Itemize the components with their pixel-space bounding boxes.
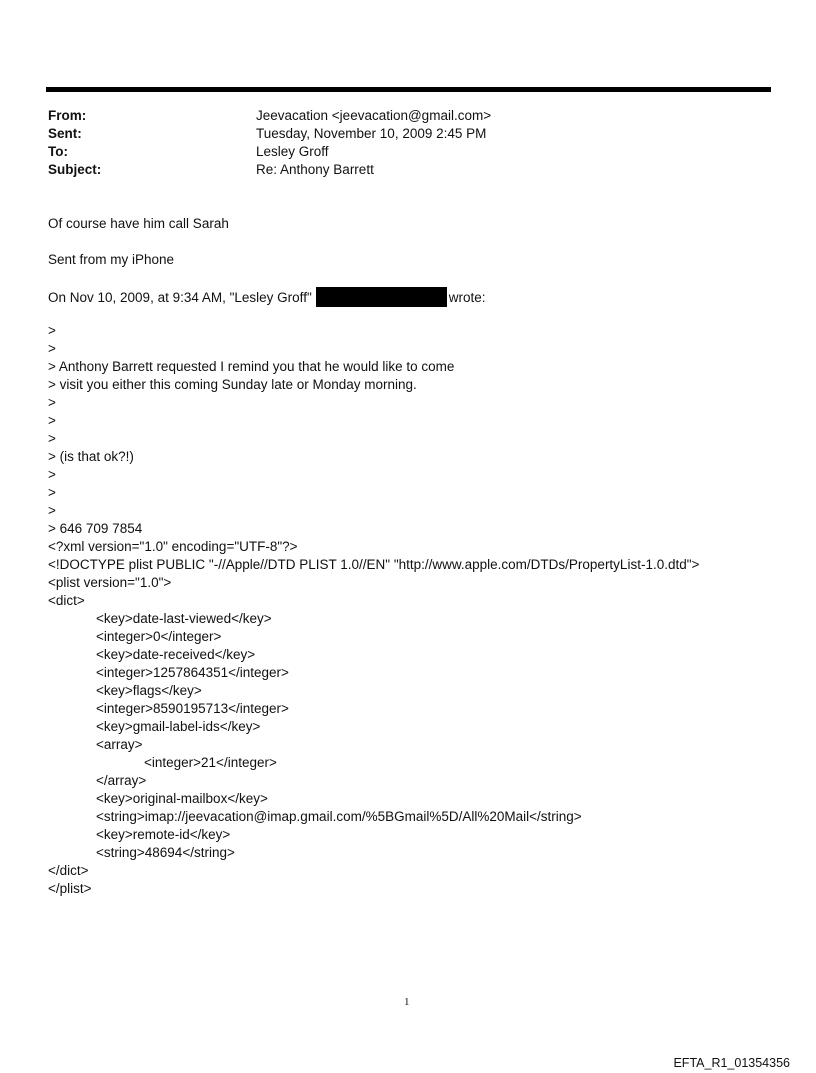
plist-line: <key>date-received</key> [96, 647, 256, 662]
quoted-line: > [48, 485, 56, 500]
plist-line: </array> [96, 773, 147, 788]
plist-line: <integer>21</integer> [144, 755, 277, 770]
from-label: From: [48, 108, 87, 123]
message-body: Of course have him call Sarah [48, 216, 229, 231]
to-value: Lesley Groff [256, 144, 329, 159]
quoted-line: > [48, 467, 56, 482]
quoted-line: > 646 709 7854 [48, 521, 143, 536]
subject-value: Re: Anthony Barrett [256, 162, 374, 177]
sent-label: Sent: [48, 126, 82, 141]
plist-line: <!DOCTYPE plist PUBLIC "-//Apple//DTD PLIST 1.0//EN" "http://www.apple.com/DTDs/PropertyList-1.0.dtd"> [48, 557, 700, 572]
reply-intro-wrote: wrote: [448, 290, 486, 305]
from-value: Jeevacation <jeevacation@gmail.com> [256, 108, 492, 123]
plist-line: </dict> [48, 863, 89, 878]
plist-line: <array> [96, 737, 143, 752]
quoted-line: > [48, 431, 56, 446]
plist-line: <integer>8590195713</integer> [96, 701, 289, 716]
quoted-line: > (is that ok?!) [48, 449, 134, 464]
quoted-line: > [48, 503, 56, 518]
plist-line: <plist version="1.0"> [48, 575, 172, 590]
plist-line: <?xml version="1.0" encoding="UTF-8"?> [48, 539, 298, 554]
page-number: 1 [404, 996, 410, 1008]
plist-line: <key>date-last-viewed</key> [96, 611, 272, 626]
signature-line: Sent from my iPhone [48, 252, 175, 267]
plist-line: <key>original-mailbox</key> [96, 791, 268, 806]
to-label: To: [48, 144, 68, 159]
plist-line: <string>48694</string> [96, 845, 235, 860]
plist-line: <dict> [48, 593, 85, 608]
plist-line: <string>imap://jeevacation@imap.gmail.com/%5BGmail%5D/All%20Mail</string> [96, 809, 582, 824]
reply-intro [48, 287, 486, 307]
quoted-line: > [48, 341, 56, 356]
plist-line: </plist> [48, 881, 92, 896]
plist-line: <key>gmail-label-ids</key> [96, 719, 261, 734]
reply-intro-text: On Nov 10, 2009, at 9:34 AM, "Lesley Groff" [48, 290, 312, 305]
subject-label: Subject: [48, 162, 102, 177]
plist-line: <integer>0</integer> [96, 629, 222, 644]
quoted-line: > [48, 395, 56, 410]
quoted-line: > Anthony Barrett requested I remind you that he would like to come [48, 359, 455, 374]
plist-line: <key>flags</key> [96, 683, 202, 698]
sent-value: Tuesday, November 10, 2009 2:45 PM [256, 126, 487, 141]
plist-line: <key>remote-id</key> [96, 827, 231, 842]
quoted-line: > [48, 413, 56, 428]
bates-number: EFTA_R1_01354356 [673, 1056, 790, 1070]
redaction-block [316, 287, 447, 307]
plist-line: <integer>1257864351</integer> [96, 665, 289, 680]
header-rule [46, 87, 771, 92]
quoted-line: > visit you either this coming Sunday late or Monday morning. [48, 377, 417, 392]
quoted-line: > [48, 323, 56, 338]
